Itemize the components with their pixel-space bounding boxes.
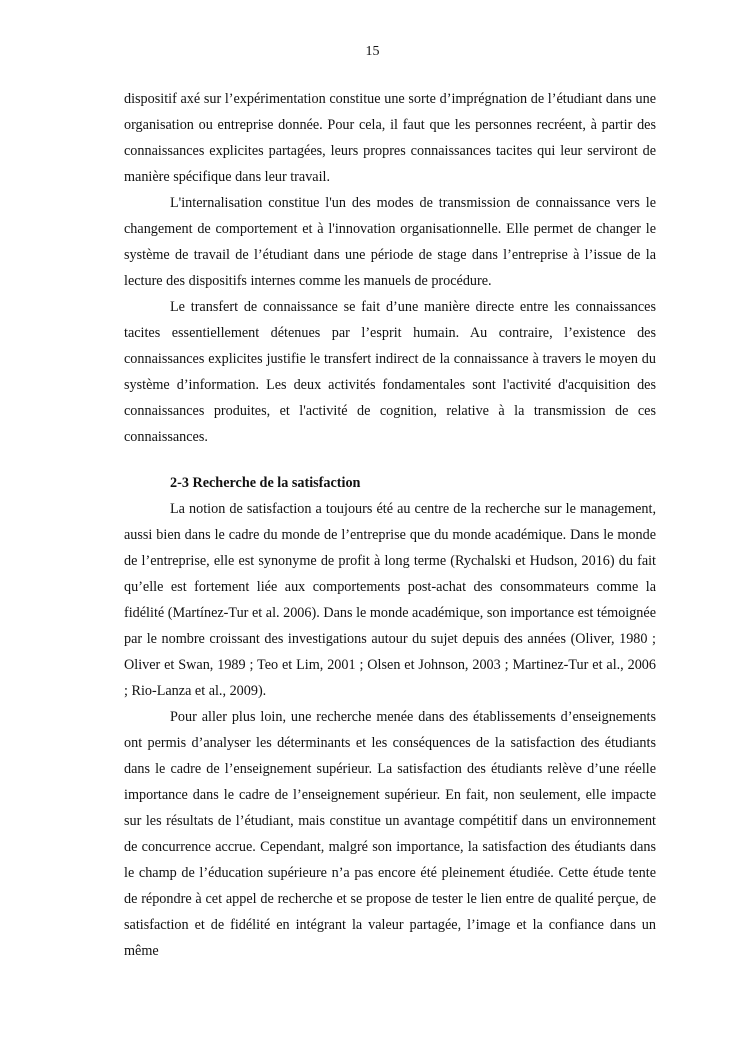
page-number: 15: [365, 44, 380, 59]
paragraph-satisfaction-research: Pour aller plus loin, une recherche menée dans des établissements d’enseignements ont permis d’analyser les déterminants et les conséquences de la satisfaction des étudiants dans le cadre de l’enseignement supérieur. La satisfaction des étudiants relève d’une réelle importance dans le cadre de l’enseignement supérieur. En fait, non seulement, elle impacte sur les résultats de l’étudiant, mais constitue un avantage compétitif dans un environnement de concurrence accrue. Cependant, malgré son importance, la satisfaction des étudiants dans le champ de l’éducation supérieure n’a pas encore été pleinement étudiée. Cette étude tente de répondre à cet appel de recherche et se propose de tester le lien entre de qualité perçue, de satisfaction et de fidélité en intégrant la valeur partagée, l’image et la confiance dans un même: [124, 709, 656, 959]
paragraph-internalisation: L'internalisation constitue l'un des modes de transmission de connaissance vers le changement de comportement et à l'innovation organisationnelle. Elle permet de changer le système de travail de l’étudiant dans une période de stage dans l’entreprise à l’issue de la lecture des dispositifs internes comme les manuels de procédure.: [124, 195, 656, 289]
paragraph-satisfaction-notion: La notion de satisfaction a toujours été au centre de la recherche sur le management, aussi bien dans le cadre du monde de l’entreprise que du monde académique. Dans le monde de l’entreprise, elle est synonyme de profit à long terme (Rychalski et Hudson, 2016) du fait qu’elle est fortement liée aux comportements post-achat des consommateurs comme la fidélité (Martínez-Tur et al. 2006). Dans le monde académique, son importance est témoignée par le nombre croissant des investigations autour du sujet depuis des années (Oliver, 1980 ; Oliver et Swan, 1989 ; Teo et Lim, 2001 ; Olsen et Johnson, 2003 ; Martinez-Tur et al., 2006 ; Rio-Lanza et al., 2009).: [124, 501, 656, 699]
paragraph-transfert: Le transfert de connaissance se fait d’une manière directe entre les connaissances tacites essentiellement détenues par l’esprit humain. Au contraire, l’existence des connaissances explicites justifie le transfert indirect de la connaissance à travers le moyen du système d’information. Les deux activités fondamentales sont l'activité d'acquisition des connaissances produites, et l'activité de cognition, relative à la transmission de ces connaissances.: [124, 299, 656, 445]
paragraph-continuation: dispositif axé sur l’expérimentation constitue une sorte d’imprégnation de l’étudiant dans une organisation ou entreprise donnée. Pour cela, il faut que les personnes recréent, à partir des connaissances explicites partagées, leurs propres connaissances tacites qui leur serviront de manière spécifique dans leur travail.: [124, 91, 656, 185]
document-body: [124, 86, 656, 964]
section-heading: 2-3 Recherche de la satisfaction: [170, 475, 361, 491]
